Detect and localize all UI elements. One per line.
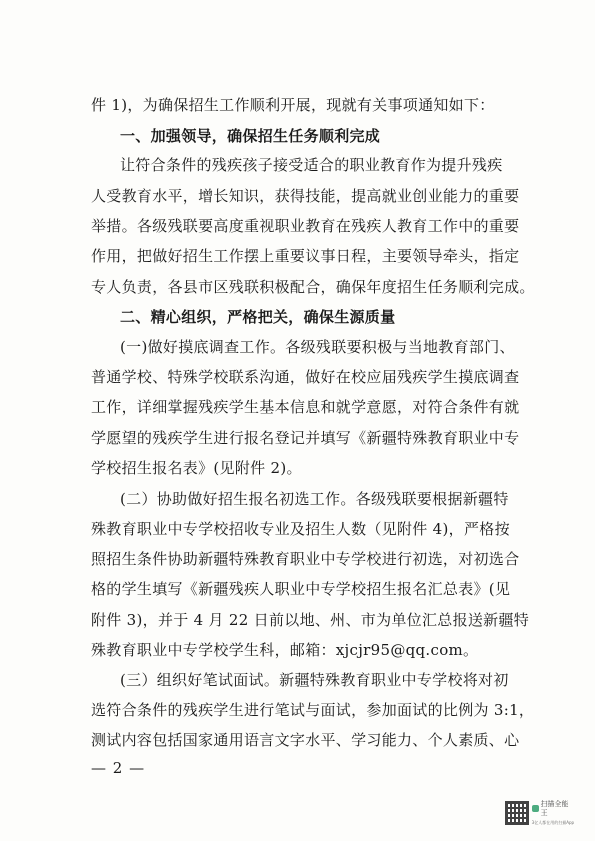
qr-code-icon (505, 801, 529, 825)
body-line: 让符合条件的残疾孩子接受适合的职业教育作为提升残疾 (120, 156, 503, 174)
body-line: 件 1)，为确保招生工作顺利开展，现就有关事项通知如下： (91, 96, 495, 114)
scanner-app-icon (532, 805, 539, 812)
page-number: — 2 — (91, 759, 146, 777)
body-line: 举措。各级残联要高度重视职业教育在残疾人教育工作中的重要 (91, 217, 520, 235)
section-heading-2: 二、精心组织，严格把关，确保生源质量 (120, 308, 396, 326)
scanner-watermark (505, 799, 575, 827)
body-line: 格的学生填写《新疆残疾人职业中专学校招生报名汇总表》(见 (91, 580, 511, 598)
body-line: 照招生条件协助新疆特殊教育职业中专学校进行初选，对初选合 (91, 550, 520, 568)
watermark-subtext: 3亿人都在用的扫描App (531, 819, 575, 825)
body-line: 殊教育职业中专学校招收专业及招生人数（见附件 4)，严格按 (91, 520, 510, 538)
body-line: 专人负责，各县市区残联积极配合，确保年度招生任务顺利完成。 (91, 278, 535, 296)
body-line: 普通学校、特殊学校联系沟通，做好在校应届残疾学生摸底调查 (91, 368, 520, 386)
watermark-logo (532, 800, 575, 818)
body-line: 作用，把做好招生工作摆上重要议事日程，主要领导牵头，指定 (91, 247, 520, 265)
body-line: 测试内容包括国家通用语言文字水平、学习能力、个人素质、心 (91, 731, 520, 749)
body-line: 选符合条件的残疾学生进行笔试与面试，参加面试的比例为 3:1， (91, 701, 535, 719)
body-line: 学校招生报名表》(见附件 2)。 (91, 459, 302, 477)
body-line: 工作，详细掌握残疾学生基本信息和就学意愿，对符合条件有就 (91, 398, 520, 416)
watermark-logo-text: 扫描全能王 (540, 799, 569, 817)
body-line: 学愿望的残疾学生进行报名登记并填写《新疆特殊教育职业中专 (91, 429, 520, 447)
body-line: 殊教育职业中专学校学生科，邮箱：xjcjr95@qq.com。 (91, 641, 479, 659)
body-line: (三）组织好笔试面试。新疆特殊教育职业中专学校将对初 (120, 671, 509, 689)
body-line: (二）协助做好招生报名初选工作。各级残联要根据新疆特 (120, 490, 509, 508)
body-line: 附件 3)，并于 4 月 22 日前以地、州、市为单位汇总报送新疆特 (91, 611, 530, 629)
body-line: (一)做好摸底调查工作。各级残联要积极与当地教育部门、 (120, 338, 515, 356)
section-heading-1: 一、加强领导，确保招生任务顺利完成 (120, 127, 381, 145)
watermark-text (532, 800, 575, 827)
body-line: 人受教育水平，增长知识，获得技能，提高就业创业能力的重要 (91, 187, 520, 205)
